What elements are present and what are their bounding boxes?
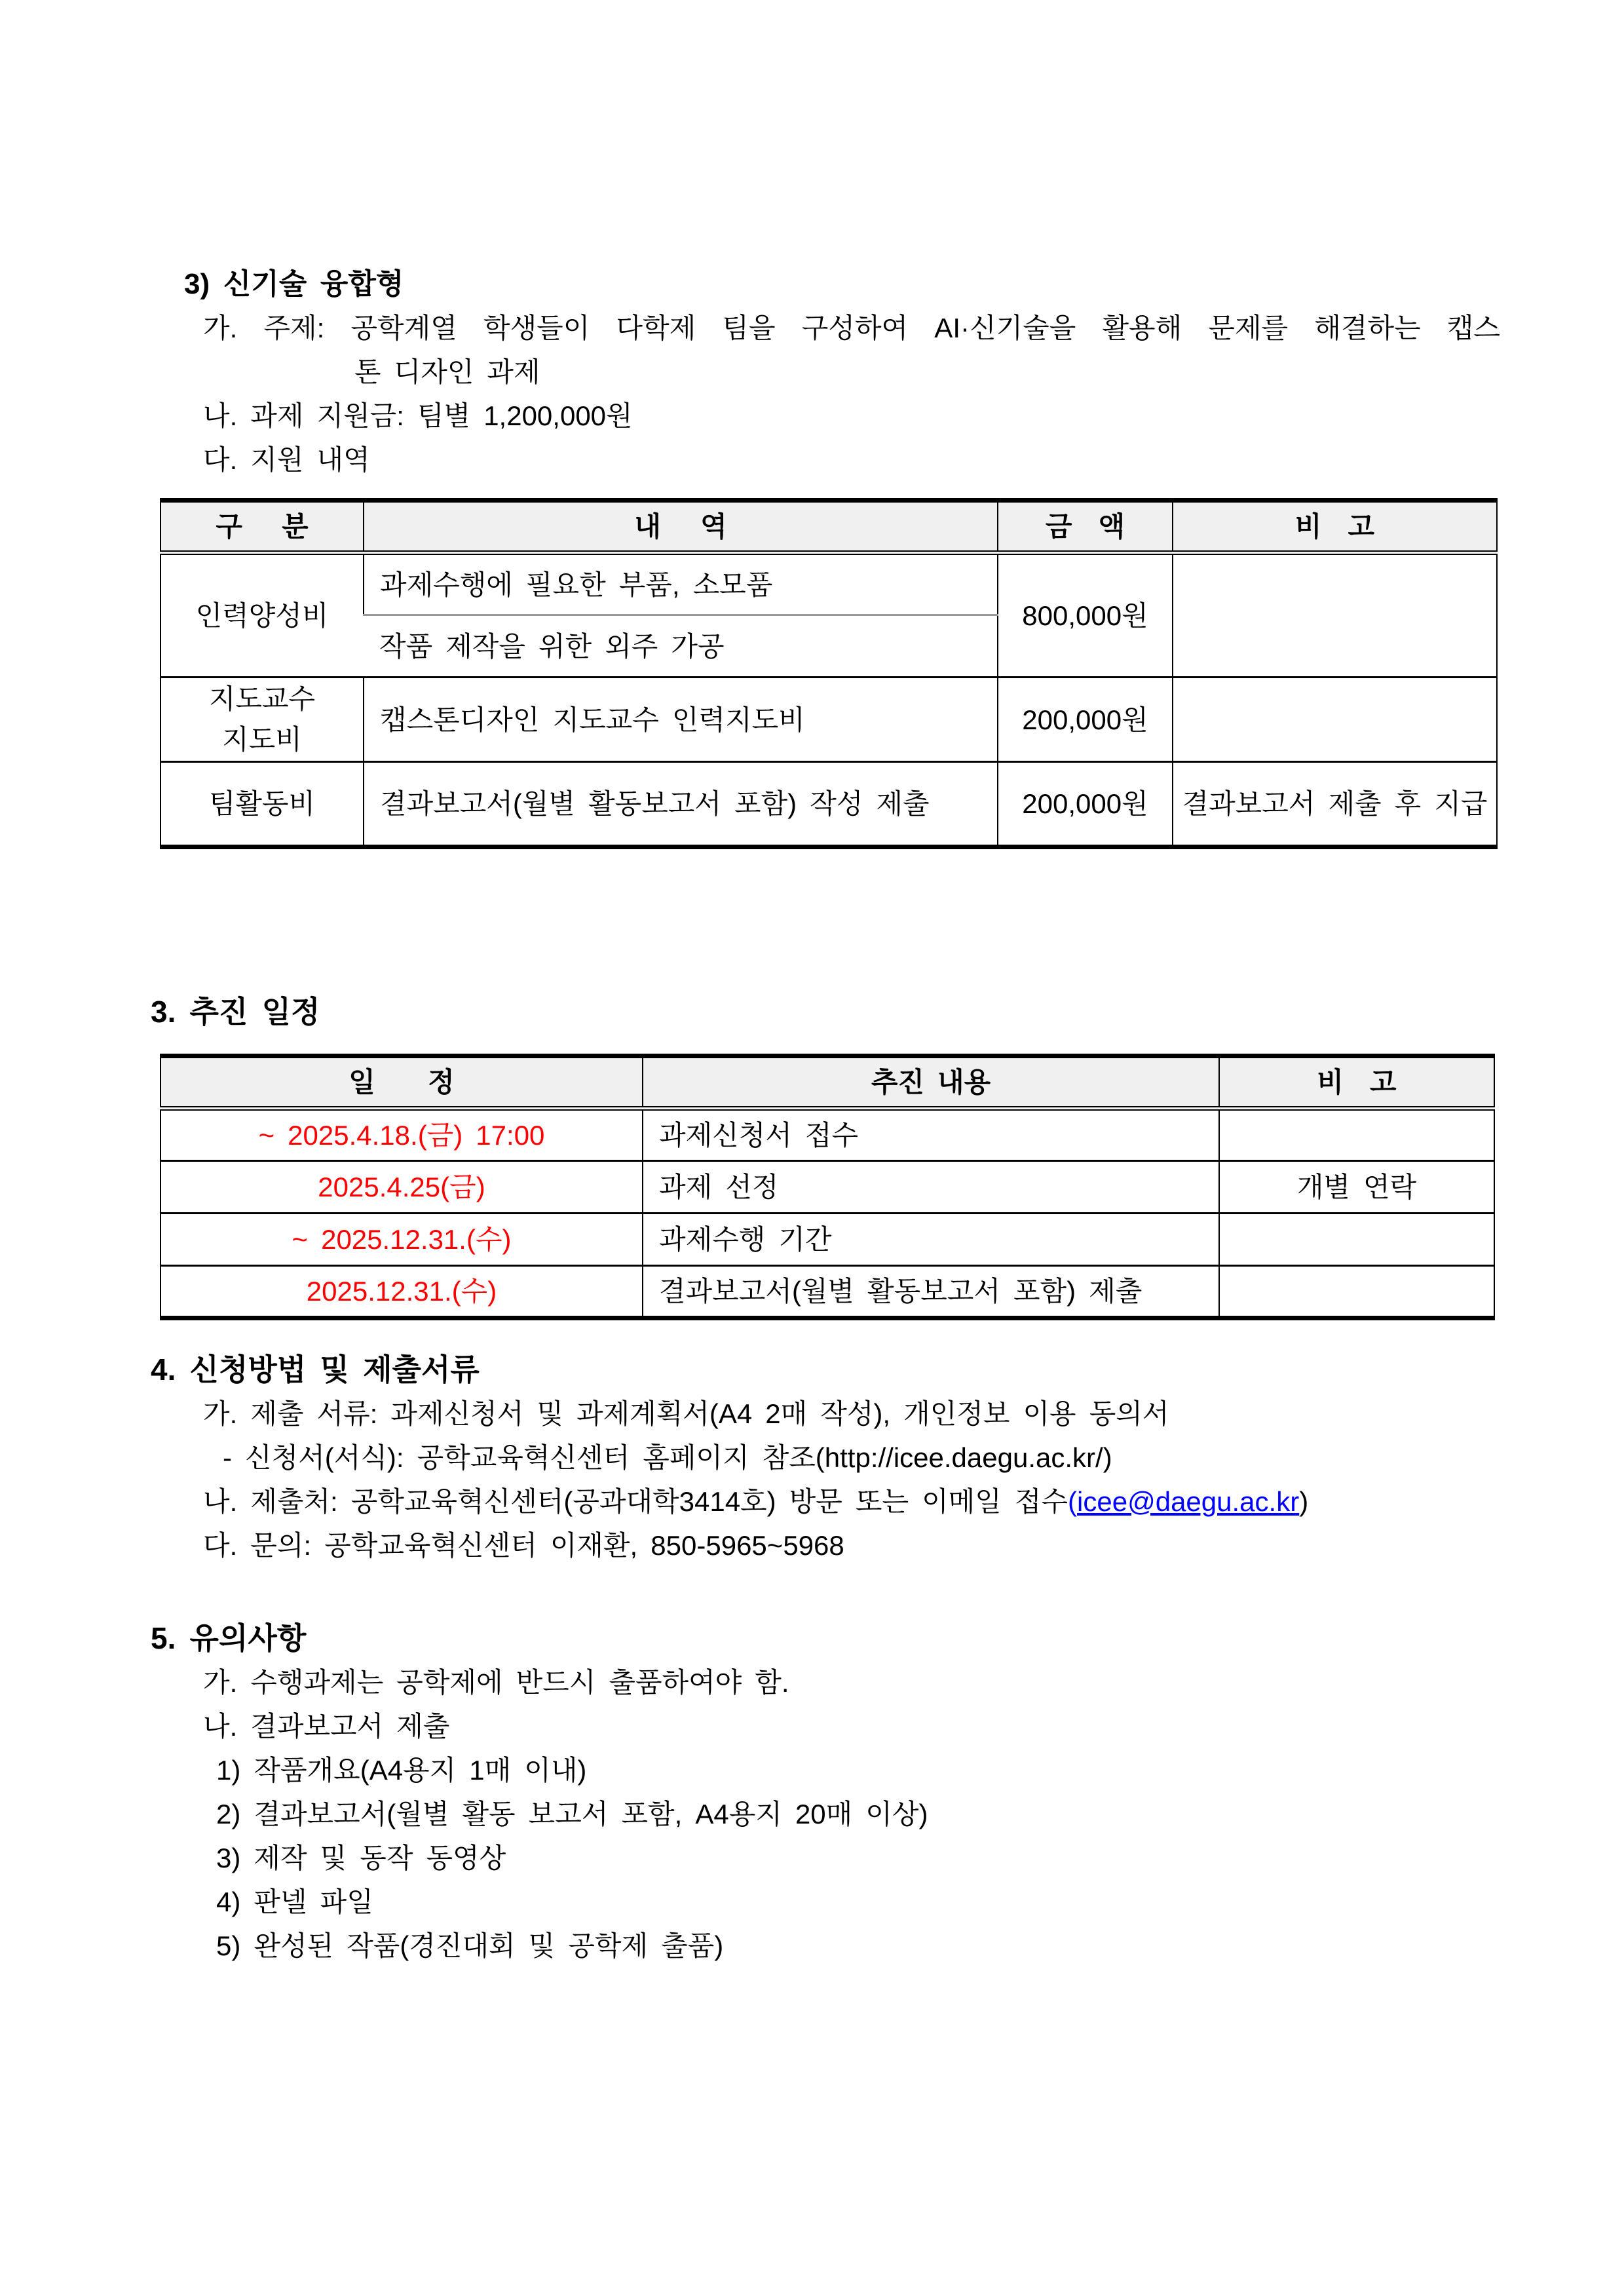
table-row [161, 1161, 1494, 1214]
submit-line-prefix: 나. 제출처: 공학교육혁신센터(공과대학3414호) 방문 또는 이메일 접수 [203, 1486, 1068, 1517]
budget-table [160, 498, 1498, 849]
budget-header-detail: 내 역 [364, 501, 998, 553]
schedule-date-perform: ~ 2025.12.31.(수) [161, 1214, 643, 1266]
schedule-note-select: 개별 연락 [1219, 1161, 1494, 1214]
schedule-date-apply: ~ 2025.4.18.(금) 17:00 [161, 1109, 643, 1161]
application-heading: 4. 신청방법 및 제출서류 [151, 1352, 480, 1387]
notes-subitem-video: 3) 제작 및 동작 동영상 [216, 1843, 506, 1873]
budget-amount-hr: 800,000원 [998, 553, 1173, 678]
schedule-content-apply: 과제신청서 접수 [643, 1109, 1219, 1161]
advisor-category-line-2: 지도비 [222, 724, 302, 755]
schedule-header-content: 추진 내용 [643, 1056, 1219, 1109]
schedule-header-date: 일 정 [161, 1056, 643, 1109]
budget-header-note: 비 고 [1173, 501, 1497, 553]
budget-header-row [161, 501, 1497, 553]
newtech-heading: 3) 신기술 융합형 [184, 268, 404, 300]
schedule-header-row [161, 1056, 1494, 1109]
budget-category-hr: 인력양성비 [161, 553, 364, 678]
budget-header-category: 구 분 [161, 501, 364, 553]
grant-line: 나. 과제 지원금: 팀별 1,200,000원 [203, 400, 633, 431]
application-docs-line: 가. 제출 서류: 과제신청서 및 과제계획서(A4 2매 작성), 개인정보 이용 동의서 [203, 1398, 1169, 1429]
budget-detail-outsourcing: 작품 제작을 위한 외주 가공 [364, 615, 998, 678]
table-row [161, 553, 1497, 615]
notes-subitem-overview: 1) 작품개요(A4용지 1매 이내) [216, 1755, 587, 1786]
topic-paragraph [203, 306, 1500, 394]
budget-amount-advisor: 200,000원 [998, 678, 1173, 762]
budget-amount-team: 200,000원 [998, 762, 1173, 847]
schedule-header-note: 비 고 [1219, 1056, 1494, 1109]
notes-item-exhibit: 가. 수행과제는 공학제에 반드시 출품하여야 함. [203, 1667, 789, 1698]
email-link[interactable]: icee@daegu.ac.kr [1077, 1486, 1300, 1517]
budget-category-team: 팀활동비 [161, 762, 364, 847]
notes-subitem-report: 2) 결과보고서(월별 활동 보고서 포함, A4용지 20매 이상) [216, 1799, 928, 1829]
table-row [161, 678, 1497, 762]
schedule-table [160, 1054, 1495, 1320]
budget-note-advisor [1173, 678, 1497, 762]
submit-paren-open: ( [1068, 1486, 1078, 1517]
budget-detail-team: 결과보고서(월별 활동보고서 포함) 작성 제출 [364, 762, 998, 847]
schedule-date-report: 2025.12.31.(수) [161, 1266, 643, 1318]
budget-header-amount: 금 액 [998, 501, 1173, 553]
schedule-note-report [1219, 1266, 1494, 1318]
schedule-heading: 3. 추진 일정 [151, 995, 320, 1029]
schedule-date-select: 2025.4.25(금) [161, 1161, 643, 1214]
schedule-note-perform [1219, 1214, 1494, 1266]
budget-detail-parts: 과제수행에 필요한 부품, 소모품 [364, 553, 998, 615]
notes-subitem-work: 5) 완성된 작품(경진대회 및 공학제 출품) [216, 1930, 724, 1961]
schedule-content-perform: 과제수행 기간 [643, 1214, 1219, 1266]
table-row [161, 762, 1497, 847]
budget-note-team: 결과보고서 제출 후 지급 [1173, 762, 1497, 847]
table-row [161, 1214, 1494, 1266]
budget-category-advisor [161, 678, 364, 762]
application-form-line: - 신청서(서식): 공학교육혁신센터 홈페이지 참조(http://icee.daegu.ac.kr/) [223, 1442, 1112, 1473]
support-label-line: 다. 지원 내역 [203, 444, 370, 475]
notes-heading: 5. 유의사항 [151, 1621, 307, 1655]
notes-subitem-panel: 4) 판넬 파일 [216, 1886, 373, 1917]
schedule-note-apply [1219, 1109, 1494, 1161]
application-submit-line [203, 1480, 1624, 1523]
table-row [161, 1266, 1494, 1318]
schedule-content-report: 결과보고서(월별 활동보고서 포함) 제출 [643, 1266, 1219, 1318]
topic-line-2: 톤 디자인 과제 [354, 356, 540, 387]
topic-line-1: 가. 주제: 공학계열 학생들이 다학제 팀을 구성하여 AI·신기술을 활용해 문제를 해결하는 캡스 [203, 313, 1500, 343]
advisor-category-line-1: 지도교수 [208, 683, 316, 714]
notes-item-report: 나. 결과보고서 제출 [203, 1711, 450, 1742]
application-contact-line: 다. 문의: 공학교육혁신센터 이재환, 850-5965~5968 [203, 1530, 844, 1561]
table-row [161, 1109, 1494, 1161]
budget-note-hr [1173, 553, 1497, 678]
submit-paren-close: ) [1299, 1486, 1309, 1517]
budget-detail-advisor: 캡스톤디자인 지도교수 인력지도비 [364, 678, 998, 762]
schedule-content-select: 과제 선정 [643, 1161, 1219, 1214]
